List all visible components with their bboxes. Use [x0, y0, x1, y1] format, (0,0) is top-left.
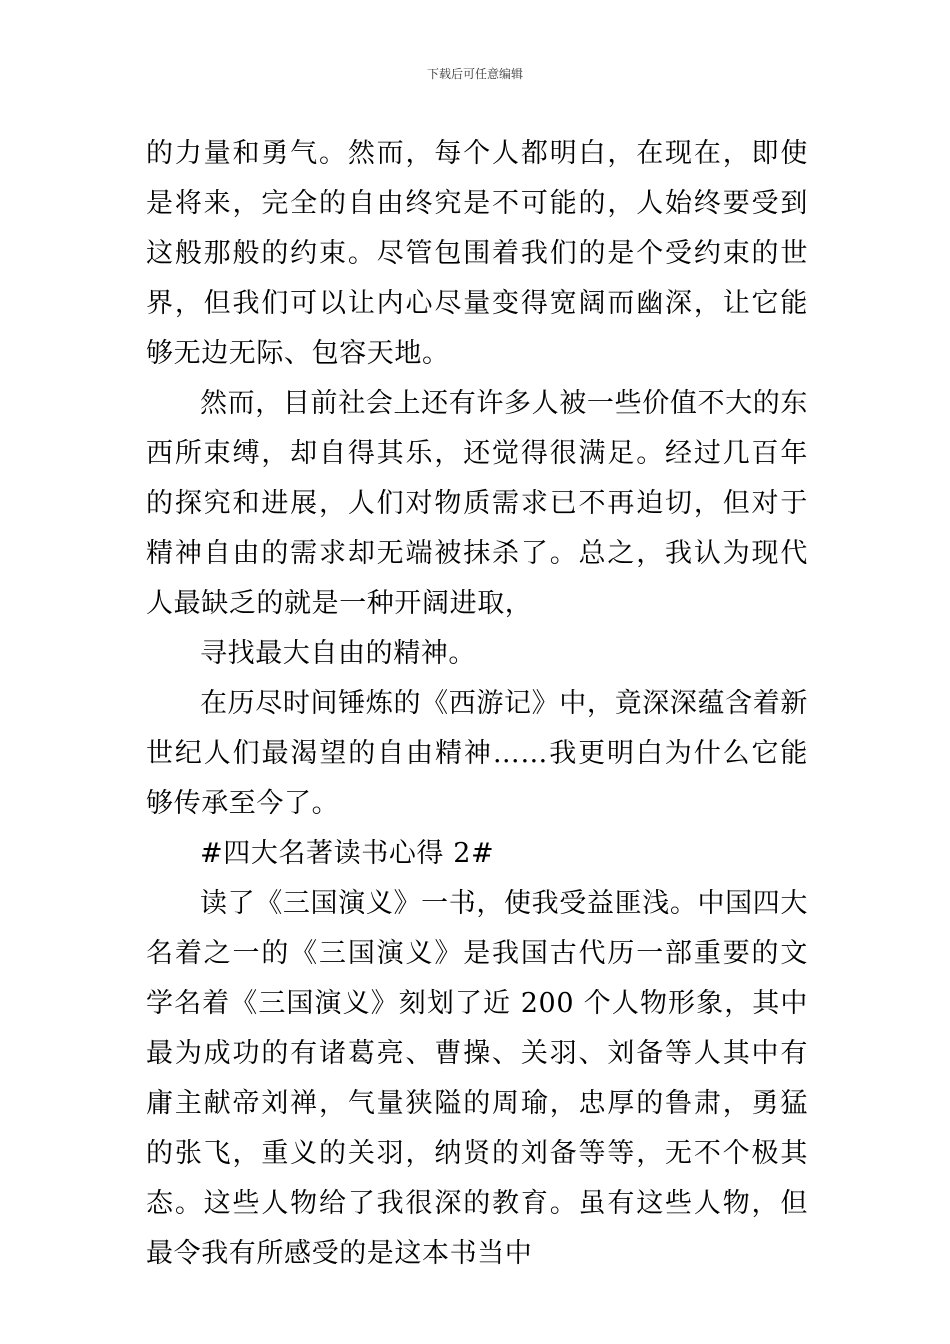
- document-body: [146, 129, 808, 1279]
- paragraph-modern-society: 然而，目前社会上还有许多人被一些价值不大的东西所束缚，却自得其乐，还觉得很满足。经过几百年的探究和进展，人们对物质需求已不再迫切，但对于精神自由的需求却无端被抹杀了。总之，我认为现代人最缺乏的就是一种开阔进取，: [146, 388, 808, 619]
- paragraph-journey-west: 在历尽时间锤炼的《西游记》中，竟深深蕴含着新世纪人们最渴望的自由精神……我更明白为什么它能够传承至今了。: [146, 688, 808, 819]
- section-heading: #四大名著读书心得 2#: [200, 838, 495, 869]
- paragraph-three-kingdoms: 读了《三国演义》一书，使我受益匪浅。中国四大名着之一的《三国演义》是我国古代历一部重要的文学名着《三国演义》刻划了近 200 个人物形象，其中最为成功的有诸葛亮、曹操、关羽、刘备等人其中有庸主献帝刘禅，气量狭隘的周瑜，忠厚的鲁肃，勇猛的张飞，重义的关羽，纳贤的刘备等等，无不个极其态。这些人物给了我很深的教育。虽有这些人物，但最令我有所感受的是这本书当中: [146, 888, 808, 1269]
- paragraph-freedom-constraint: 的力量和勇气。然而，每个人都明白，在现在，即使是将来，完全的自由终究是不可能的，人始终要受到这般那般的约束。尽管包围着我们的是个受约束的世界，但我们可以让内心尽量变得宽阔而幽深，让它能够无边无际、包容天地。: [146, 138, 808, 369]
- page-header: 下载后可任意编辑: [426, 67, 523, 81]
- paragraph-freedom-spirit: 寻找最大自由的精神。: [200, 638, 476, 669]
